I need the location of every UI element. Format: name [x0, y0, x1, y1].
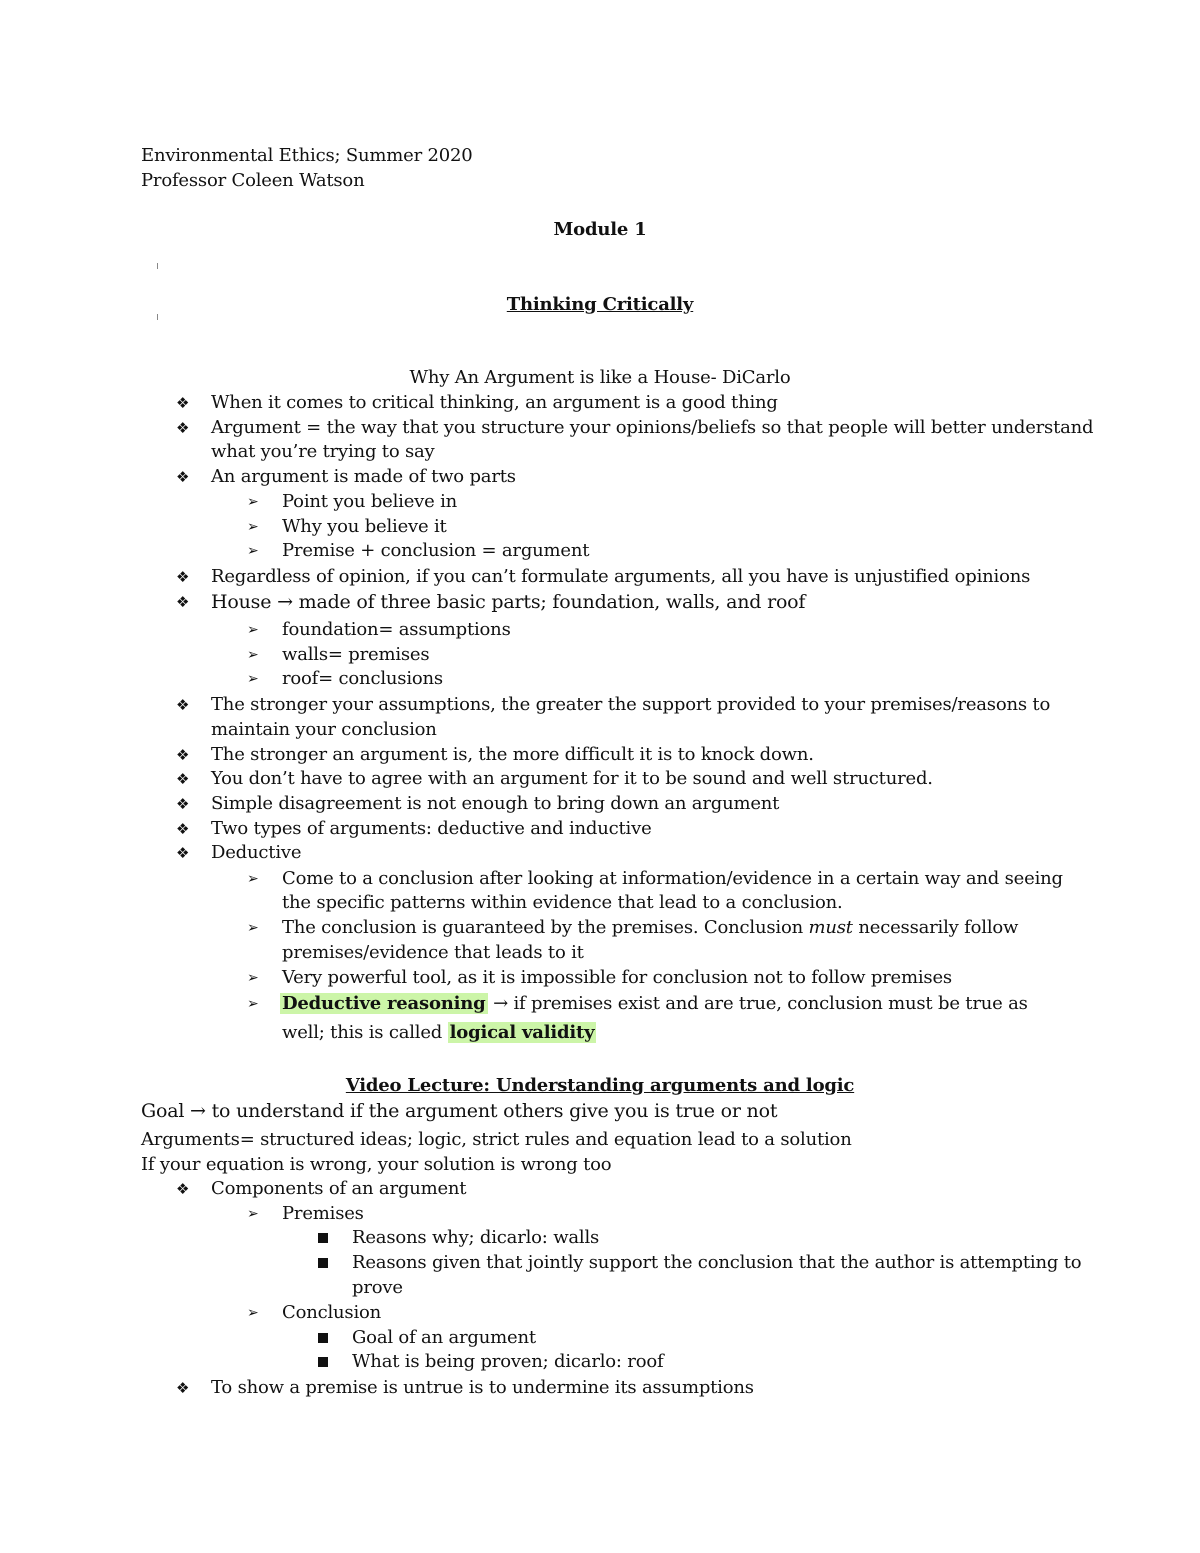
bullet-item	[211, 590, 805, 614]
diamond-bullet-icon: ❖	[176, 696, 190, 714]
sub-sub-bullet-item: Reasons why; dicarlo: walls	[352, 1227, 600, 1248]
diamond-bullet-icon: ❖	[176, 1379, 190, 1397]
bullet-item: An argument is made of two parts	[211, 466, 516, 487]
sub-bullet-item-cont: premises/evidence that leads to it	[282, 942, 584, 963]
diamond-bullet-icon: ❖	[176, 419, 190, 437]
bullet-item: You don’t have to agree with an argument for it to be sound and well structured.	[211, 768, 933, 789]
course-title: Environmental Ethics; Summer 2020	[141, 145, 473, 166]
sub-bullet-item: Point you believe in	[282, 491, 458, 512]
paragraph-mark	[157, 263, 158, 269]
sub-bullet-item	[282, 916, 1018, 940]
diamond-bullet-icon: ❖	[176, 844, 190, 862]
bullet-item: Argument = the way that you structure your opinions/beliefs so that people will better understand	[211, 417, 1094, 438]
sub-bullet-item: Come to a conclusion after looking at information/evidence in a certain way and seeing	[282, 868, 1063, 889]
bullet-item: To show a premise is untrue is to undermine its assumptions	[211, 1377, 754, 1398]
arrow-bullet-icon: ➢	[247, 647, 259, 663]
diamond-bullet-icon: ❖	[176, 568, 190, 586]
bullet-item: The stronger an argument is, the more difficult it is to knock down.	[211, 744, 814, 765]
sub-sub-bullet-item: What is being proven; dicarlo: roof	[352, 1351, 664, 1372]
arrow-bullet-icon: ➢	[247, 543, 259, 559]
arrow-bullet-icon: ➢	[247, 1305, 259, 1321]
paragraph-mark	[157, 314, 158, 320]
sub-bullet-item	[280, 992, 1028, 1016]
sub-bullet-item-cont: the specific patterns within evidence that lead to a conclusion.	[282, 892, 843, 913]
sub-sub-bullet-item: Goal of an argument	[352, 1327, 536, 1348]
sub-bullet-item-cont	[282, 1021, 596, 1045]
house-label: House →	[211, 591, 299, 613]
square-bullet-icon	[318, 1258, 328, 1268]
house-description: made of three basic parts; foundation, walls, and roof	[298, 591, 806, 613]
deductive-reasoning-description: if premises exist and are true, conclusion must be true as	[513, 993, 1028, 1014]
sub-sub-bullet-item: Reasons given that jointly support the conclusion that the author is attempting to	[352, 1252, 1082, 1273]
sub-bullet-item: Conclusion	[282, 1302, 382, 1323]
emphasis-must: must	[808, 917, 853, 938]
video-lecture-title: Video Lecture: Understanding arguments and logic	[345, 1075, 855, 1096]
bullet-item-cont: maintain your conclusion	[211, 719, 437, 740]
conclusion-text-pre: The conclusion is guaranteed by the premises. Conclusion	[282, 917, 809, 938]
bullet-item: Regardless of opinion, if you can’t formulate arguments, all you have is unjustified opinions	[211, 566, 1031, 587]
bullet-item: Simple disagreement is not enough to bring down an argument	[211, 793, 780, 814]
arguments-line: Arguments= structured ideas; logic, strict rules and equation lead to a solution	[141, 1129, 852, 1150]
equation-line: If your equation is wrong, your solution is wrong too	[141, 1154, 612, 1175]
arrow-bullet-icon: ➢	[247, 1206, 259, 1222]
arrow-text: →	[487, 993, 514, 1014]
sub-bullet-item: Premises	[282, 1203, 364, 1224]
logical-validity-pre: well; this is called	[282, 1022, 448, 1043]
diamond-bullet-icon: ❖	[176, 746, 190, 764]
arrow-bullet-icon: ➢	[247, 494, 259, 510]
professor-name: Professor Coleen Watson	[141, 170, 365, 191]
bullet-item: Components of an argument	[211, 1178, 467, 1199]
conclusion-text-post: necessarily follow	[852, 917, 1019, 938]
subsection-title: Why An Argument is like a House- DiCarlo	[409, 367, 791, 388]
square-bullet-icon	[318, 1333, 328, 1343]
diamond-bullet-icon: ❖	[176, 1180, 190, 1198]
module-title: Module 1	[553, 219, 647, 240]
diamond-bullet-icon: ❖	[176, 394, 190, 412]
arrow-bullet-icon: ➢	[247, 671, 259, 687]
arrow-bullet-icon: ➢	[247, 871, 259, 887]
bullet-item: When it comes to critical thinking, an argument is a good thing	[211, 392, 778, 413]
arrow-bullet-icon: ➢	[247, 622, 259, 638]
section-title: Thinking Critically	[506, 294, 694, 315]
goal-label: Goal →	[141, 1100, 212, 1122]
arrow-bullet-icon: ➢	[247, 996, 259, 1012]
sub-bullet-item: Why you believe it	[282, 516, 447, 537]
diamond-bullet-icon: ❖	[176, 795, 190, 813]
square-bullet-icon	[318, 1357, 328, 1367]
sub-bullet-item: foundation= assumptions	[282, 619, 511, 640]
diamond-bullet-icon: ❖	[176, 820, 190, 838]
diamond-bullet-icon: ❖	[176, 468, 190, 486]
square-bullet-icon	[318, 1233, 328, 1243]
bullet-item: Deductive	[211, 842, 302, 863]
bullet-item: Two types of arguments: deductive and inductive	[211, 818, 652, 839]
sub-bullet-item: walls= premises	[282, 644, 430, 665]
sub-sub-bullet-item-cont: prove	[352, 1277, 403, 1298]
arrow-bullet-icon: ➢	[247, 519, 259, 535]
bullet-item: The stronger your assumptions, the greater the support provided to your premises/reasons to	[211, 694, 1051, 715]
sub-bullet-item: roof= conclusions	[282, 668, 443, 689]
arrow-bullet-icon: ➢	[247, 970, 259, 986]
goal-line	[141, 1099, 777, 1123]
arrow-bullet-icon: ➢	[247, 920, 259, 936]
bullet-item-cont: what you’re trying to say	[211, 441, 435, 462]
sub-bullet-item: Very powerful tool, as it is impossible for conclusion not to follow premises	[282, 967, 952, 988]
sub-bullet-item: Premise + conclusion = argument	[282, 540, 590, 561]
highlight-logical-validity: logical validity	[449, 1022, 595, 1043]
goal-text: to understand if the argument others give you is true or not	[211, 1100, 778, 1122]
diamond-bullet-icon: ❖	[176, 593, 190, 611]
diamond-bullet-icon: ❖	[176, 770, 190, 788]
highlight-deductive-reasoning: Deductive reasoning	[282, 993, 486, 1014]
